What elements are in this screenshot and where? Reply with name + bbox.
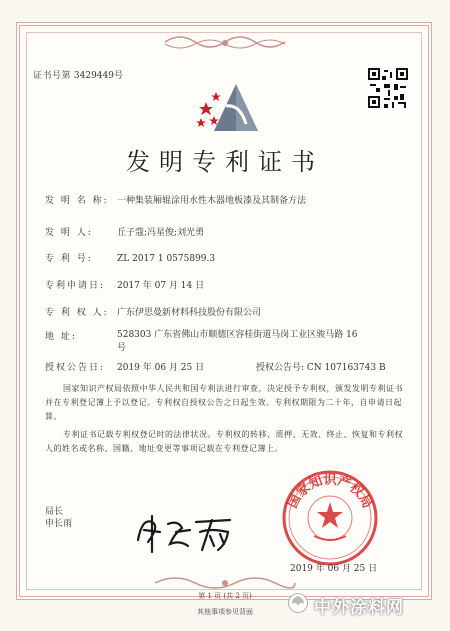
director-name: 申长雨 [45,519,73,529]
invention-name-field: 发 明 名 称: 一种集装厢辊涂用水性木器地板漆及其制备方法 [45,196,307,206]
qr-code-icon [368,68,408,108]
seal-text: 国家知识产权局 [285,473,375,511]
official-seal-icon [280,468,380,568]
seal-date: 2019 年 06 月 25 日 [290,564,378,574]
director-block [45,506,72,530]
address-value: 528303 广东省佛山市顺德区容桂街道马岗工业区骏马路 16 号 [117,330,358,353]
certificate-paragraph-2: 专利证书记载专利权登记时的法律状况。专利权的转移、质押、无效、终止、恢复和专利权人的姓名或名称、国籍、地址变更等事项记载在专利登记簿上。 [45,430,403,453]
page-title: 发明专利证书 [126,148,324,176]
certificate-paragraph-1: 国家知识产权局依照中华人民共和国专利法进行审查，决定授予专利权，颁发发明专利证书并在专利登记簿上予以登记。专利权自授权公告之日起生效。专利权期限为二十年，自申请日起算。 [45,384,403,421]
patent-office-emblem-icon [196,76,266,136]
footer-note: 其他事项参见背面 [197,608,253,616]
grant-date-field: 授权公告日: 2019 年 06 月 25 日 [45,363,205,373]
top-ornament-icon [160,32,290,52]
address-field: 地 址: [45,332,77,342]
director-signature-icon [130,510,240,558]
director-title: 局长 [45,507,64,517]
inventors-field: 发 明 人: 丘子蔻;冯星俊;刘光勇 [45,228,205,238]
application-date-field: 专利申请日: 2017 年 07 月 14 日 [45,281,205,291]
grant-number-field: 授权公告号: CN 107163743 B [256,363,386,373]
watermark-logo-icon [287,592,309,614]
patentee-field: 专 利 权 人: 广东伊思曼新材料科技股份有限公司 [45,308,262,318]
page-number: 第 1 页 (共 2 页) [198,592,252,600]
certificate-number: 证书号第 3429449号 [33,71,123,81]
watermark-text: 中外涂料网 [314,598,404,618]
patent-number-field: 专 利 号: ZL 2017 1 0575899.3 [45,254,216,264]
bottom-ornament-icon [150,573,300,593]
